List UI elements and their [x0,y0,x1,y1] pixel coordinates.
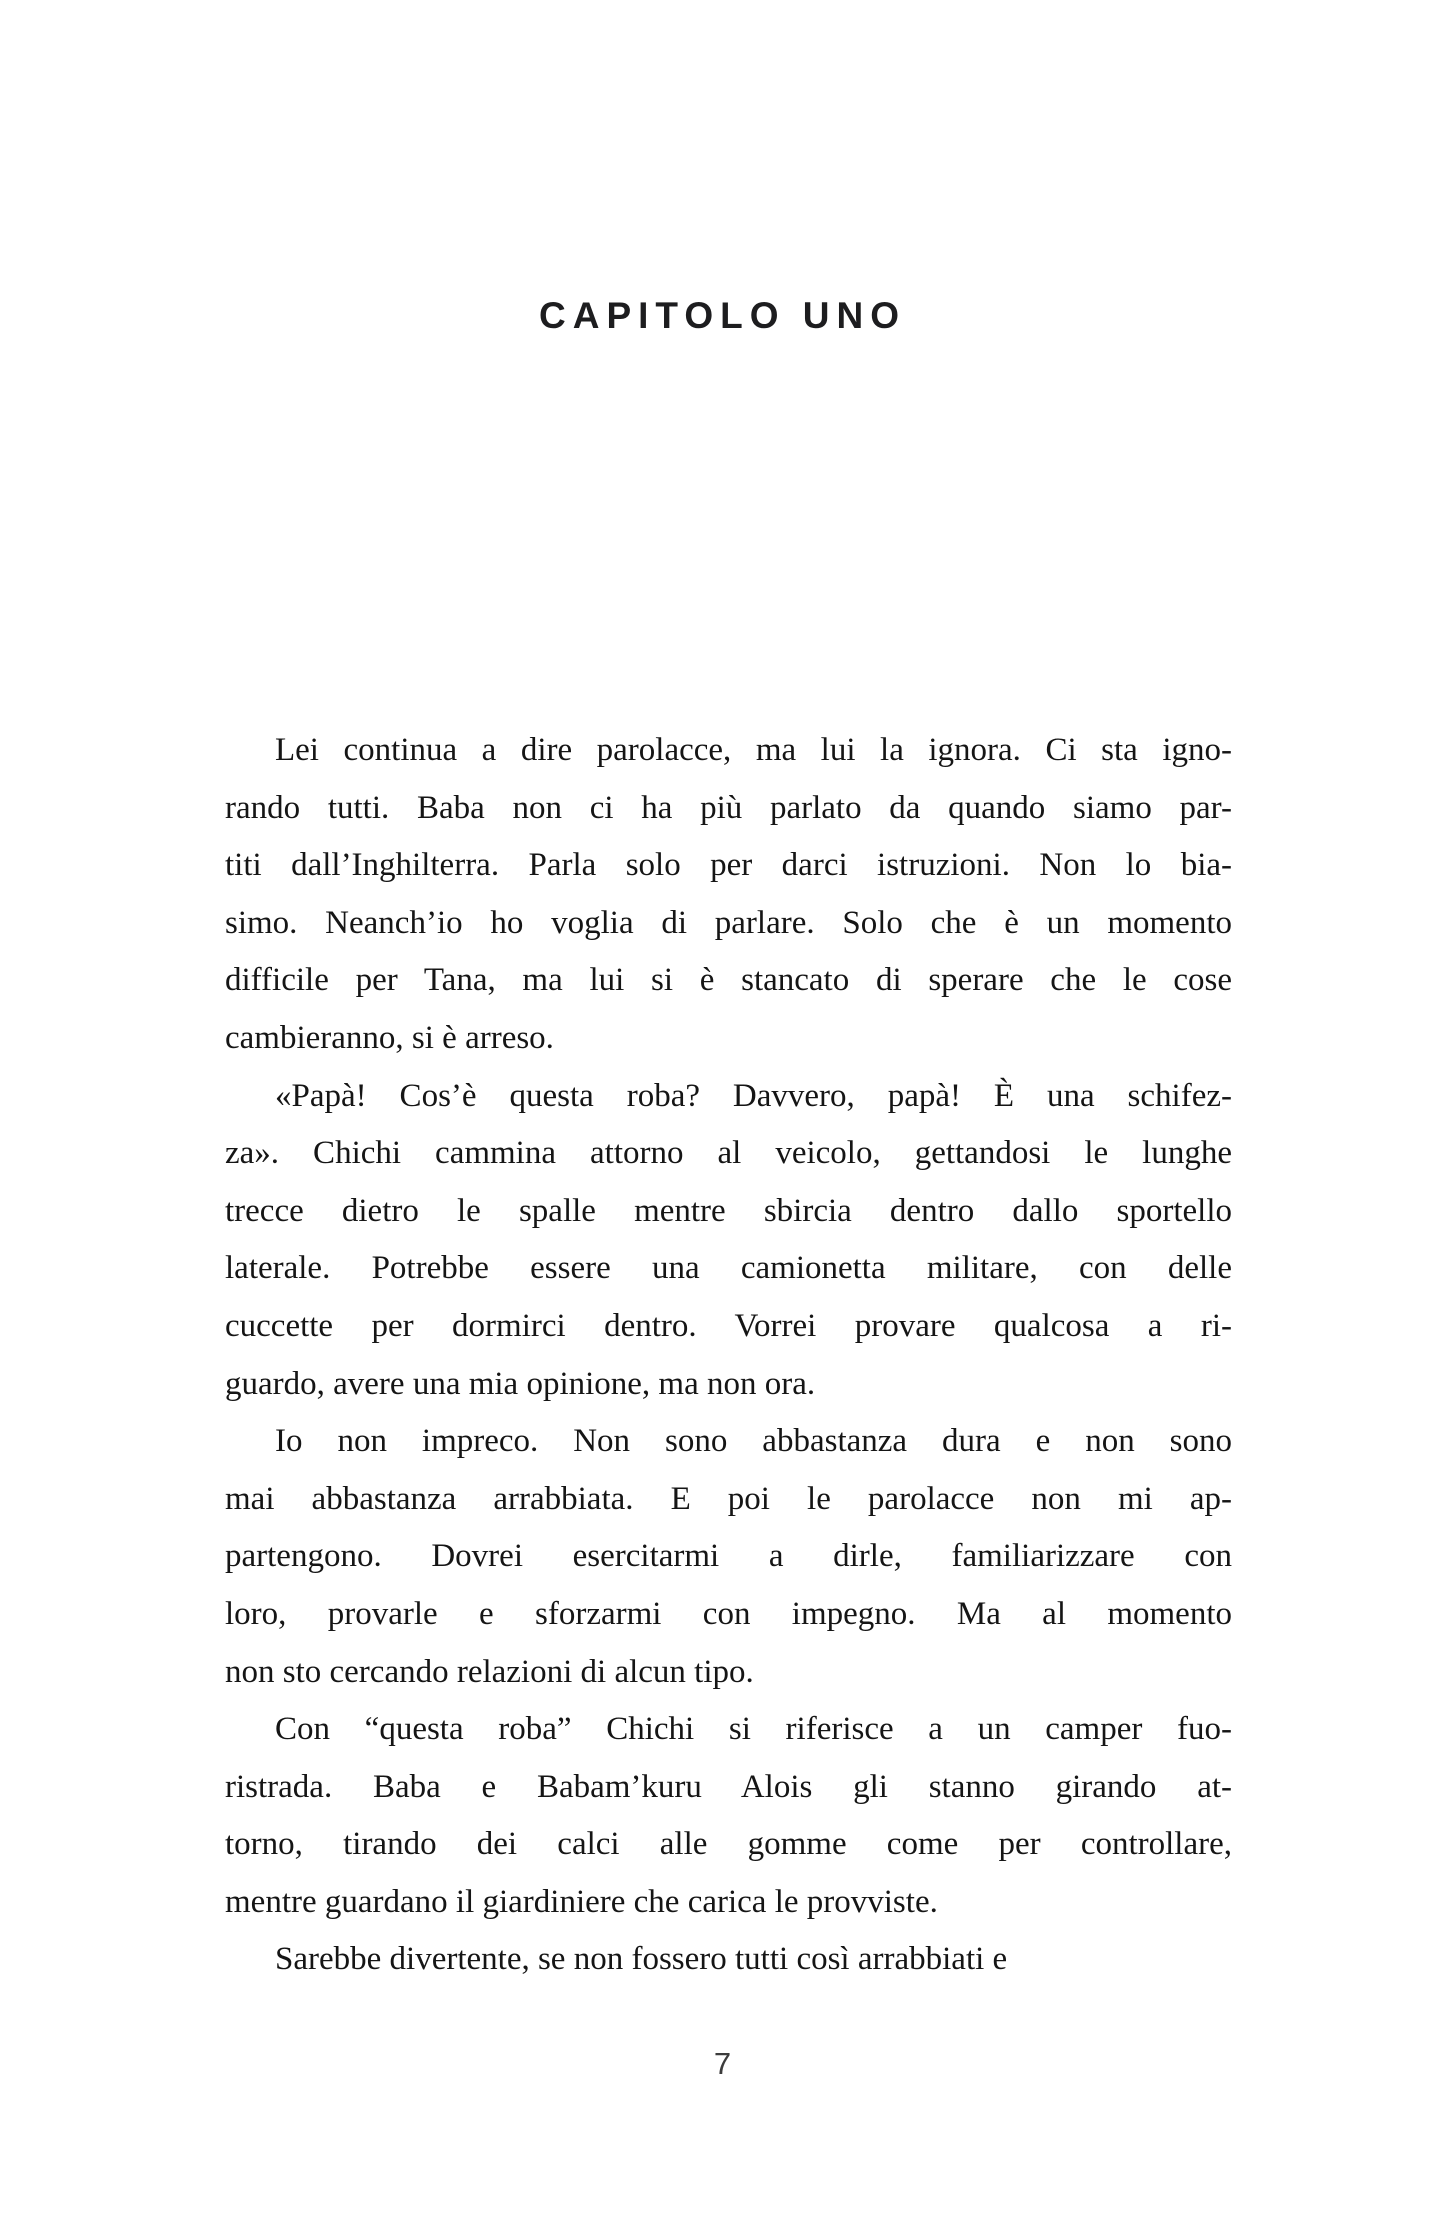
paragraph [225,1701,1232,1931]
text-line: Lei continua a dire parolacce, ma lui la ignora. Ci sta igno- [275,732,1232,768]
text-line: torno, tirando dei calci alle gomme come per controllare, [225,1826,1232,1863]
text-line: Sarebbe divertente, se non fossero tutti così arrabbiati e [275,1941,1008,1978]
text-line: titi dall’Inghilterra. Parla solo per darci istruzioni. Non lo bia- [225,847,1232,884]
chapter-heading: CAPITOLO UNO [539,295,906,336]
text-line: mentre guardano il giardiniere che carica le provviste. [225,1883,938,1920]
text-line: cuccette per dormirci dentro. Vorrei provare qualcosa a ri- [225,1307,1232,1344]
text-line: simo. Neanch’io ho voglia di parlare. Solo che è un momento [225,904,1232,941]
text-line: laterale. Potrebbe essere una camionetta militare, con delle [225,1250,1232,1287]
text-line: Con “questa roba” Chichi si riferisce a un camper fuo- [275,1711,1232,1748]
paragraph [225,1068,1232,1414]
text-line: guardo, avere una mia opinione, ma non ora. [225,1365,816,1402]
text-line: Io non impreco. Non sono abbastanza dura e non sono [275,1423,1232,1460]
paragraph [225,1413,1232,1701]
text-line: trecce dietro le spalle mentre sbircia dentro dallo sportello [225,1192,1232,1229]
text-line: partengono. Dovrei esercitarmi a dirle, familiarizzare con [225,1538,1232,1575]
text-line: loro, provarle e sforzarmi con impegno. Ma al momento [225,1595,1232,1632]
body-text [225,722,1232,1989]
text-line: mai abbastanza arrabbiata. E poi le parolacce non mi ap- [225,1480,1232,1517]
text-line: rando tutti. Baba non ci ha più parlato da quando siamo par- [225,789,1232,826]
text-line: «Papà! Cos’è questa roba? Davvero, papà! È una schifez- [275,1077,1232,1114]
text-line: non sto cercando relazioni di alcun tipo. [225,1653,754,1690]
paragraph [225,1931,1232,1989]
text-line: za». Chichi cammina attorno al veicolo, gettandosi le lunghe [225,1135,1232,1172]
text-line: ristrada. Baba e Babam’kuru Alois gli stanno girando at- [225,1768,1232,1805]
page-number: 7 [713,2046,732,2081]
paragraph [225,722,1232,1068]
text-line: cambieranno, si è arreso. [225,1019,554,1056]
text-line: difficile per Tana, ma lui si è stancato di sperare che le cose [225,962,1232,999]
